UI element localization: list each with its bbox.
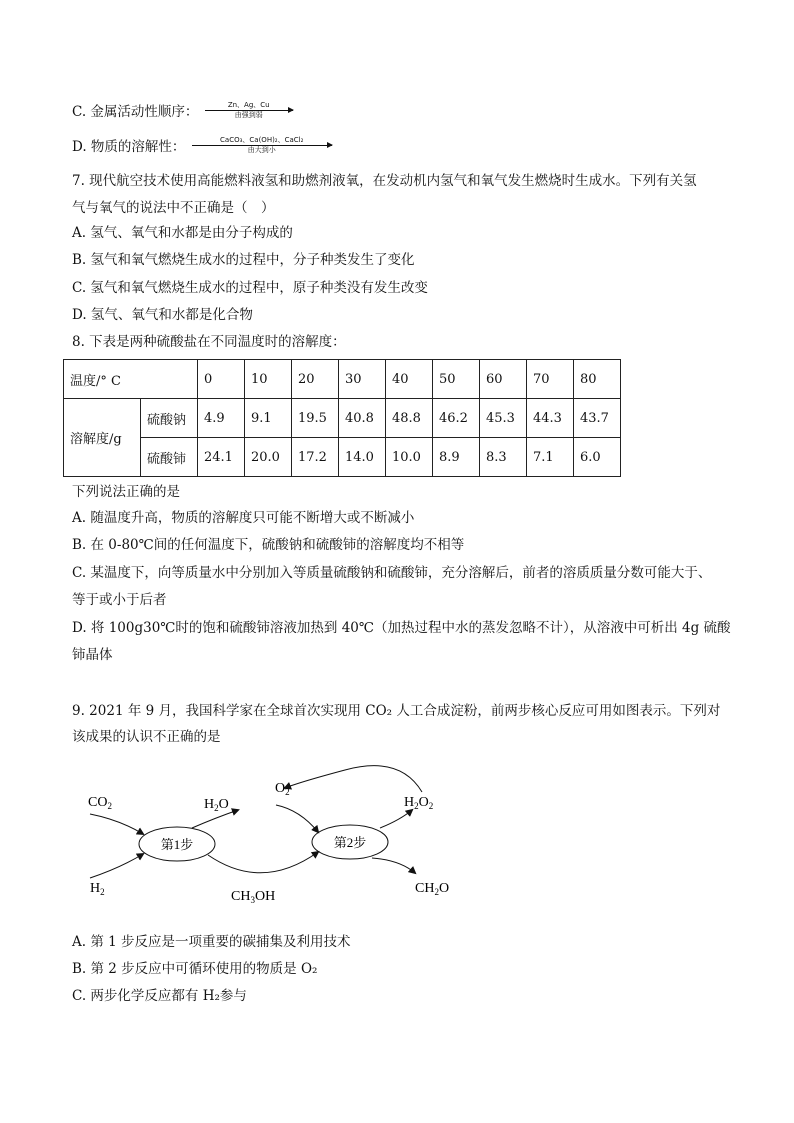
step2-label: 第2步 (333, 835, 367, 850)
ch2o-label: $CH_2O$ (415, 881, 450, 897)
table-row (64, 438, 621, 477)
temp-cell: 40 (386, 360, 433, 399)
q6-option-c-arrow (205, 101, 293, 120)
q7-stem-line1: 7. 现代航空技术使用高能燃料液氢和助燃剂液氧，在发动机内氢气和氧气发生燃烧时生成水。下列有关氢 (72, 173, 697, 189)
value-cell: 48.8 (386, 399, 433, 438)
q8-option-a: A. 随温度升高，物质的溶解度只可能不断增大或不断减小 (72, 510, 415, 526)
q7-option-d: D. 氢气、氧气和水都是化合物 (72, 307, 253, 323)
q6-option-d-arrow (192, 136, 332, 155)
value-cell: 19.5 (292, 399, 339, 438)
temp-cell: 50 (433, 360, 480, 399)
q9-option-b: B. 第 2 步反应中可循环使用的物质是 O₂ (72, 961, 318, 977)
q7-option-b: B. 氢气和氧气燃烧生成水的过程中，分子种类发生了变化 (72, 252, 415, 268)
value-cell: 4.9 (198, 399, 245, 438)
value-cell: 46.2 (433, 399, 480, 438)
solubility-group-label: 溶解度/g (64, 399, 141, 477)
q6-option-c-arrow-top: Zn、Ag、Cu (227, 101, 270, 109)
temp-cell: 30 (339, 360, 386, 399)
co2-arrow (90, 814, 143, 834)
ch2o-arrow (372, 858, 415, 873)
value-cell: 14.0 (339, 438, 386, 477)
value-cell: 17.2 (292, 438, 339, 477)
h2-arrow (90, 854, 143, 878)
temp-cell: 80 (574, 360, 621, 399)
value-cell: 40.8 (339, 399, 386, 438)
ch3oh-label: $CH_3OH$ (231, 889, 276, 905)
temp-cell: 60 (480, 360, 527, 399)
q6-option-c-arrow-bottom: 由强到弱 (234, 111, 263, 119)
q8-option-c-line1: C. 某温度下，向等质量水中分别加入等质量硫酸钠和硫酸铈，充分溶解后，前者的溶质质量分数可能大于、 (72, 565, 712, 581)
q6-option-d-arrow-top: CaCO₃、Ca(OH)₂、CaCl₂ (220, 136, 304, 144)
table-row (64, 399, 621, 438)
step1-label: 第1步 (160, 837, 194, 852)
q6-option-c (72, 103, 293, 122)
q6-option-c-label: C. 金属活动性顺序： (72, 104, 199, 120)
q7-stem-line2: 气与氧气的说法中不正确是（ ） (72, 200, 275, 216)
value-cell: 9.1 (245, 399, 292, 438)
co2-label: $CO_2$ (88, 795, 112, 811)
value-cell: 45.3 (480, 399, 527, 438)
q9-option-c: C. 两步化学反应都有 H₂参与 (72, 988, 247, 1004)
value-cell: 24.1 (198, 438, 245, 477)
h2o2-arrow (380, 810, 412, 828)
q8-option-b: B. 在 0-80℃间的任何温度下，硫酸钠和硫酸铈的溶解度均不相等 (72, 537, 465, 553)
right-arrow-icon (205, 110, 293, 111)
h2o-label: $H_2O$ (204, 797, 229, 813)
ch3oh-arrow (208, 852, 318, 873)
temp-cell: 70 (527, 360, 574, 399)
q6-option-d-arrow-bottom: 由大到小 (247, 146, 276, 154)
value-cell: 8.9 (433, 438, 480, 477)
value-cell: 8.3 (480, 438, 527, 477)
q8-option-d-line1: D. 将 100g30℃时的饱和硫酸铈溶液加热到 40℃（加热过程中水的蒸发忽略不计），从溶液中可析出 4g 硫酸 (72, 620, 731, 636)
q8-stem: 8. 下表是两种硫酸盐在不同温度时的溶解度： (72, 334, 346, 350)
q8-prompt: 下列说法正确的是 (72, 484, 180, 500)
reaction-diagram (0, 760, 794, 920)
q8-option-c-line2: 等于或小于后者 (72, 592, 167, 608)
value-cell: 43.7 (574, 399, 621, 438)
q6-option-d-label: D. 物质的溶解性： (72, 139, 186, 155)
value-cell: 6.0 (574, 438, 621, 477)
temp-cell: 20 (292, 360, 339, 399)
recycle-arrow (285, 766, 422, 792)
solubility-table (63, 359, 621, 477)
q9-stem-line2: 该成果的认识不正确的是 (72, 729, 221, 745)
value-cell: 44.3 (527, 399, 574, 438)
q7-option-c: C. 氢气和氧气燃烧生成水的过程中，原子种类没有发生改变 (72, 280, 428, 296)
row-name: 硫酸钠 (141, 399, 198, 438)
q9-option-a: A. 第 1 步反应是一项重要的碳捕集及利用技术 (72, 934, 351, 950)
temp-cell: 10 (245, 360, 292, 399)
q9-stem-line1: 9. 2021 年 9 月，我国科学家在全球首次实现用 CO₂ 人工合成淀粉，前两步核心反应可用如图表示。下列对 (72, 703, 721, 719)
value-cell: 10.0 (386, 438, 433, 477)
o2-label: $O_2$ (275, 781, 290, 797)
o2-arrow (276, 805, 318, 832)
temp-header: 温度/° C (64, 360, 198, 399)
q6-option-d (72, 138, 332, 157)
value-cell: 20.0 (245, 438, 292, 477)
h2-label: $H_2$ (90, 881, 105, 897)
temp-cell: 0 (198, 360, 245, 399)
q7-option-a: A. 氢气、氧气和水都是由分子构成的 (72, 225, 293, 241)
h2o2-label: $H_2O_2$ (404, 795, 434, 811)
right-arrow-icon (192, 145, 332, 146)
value-cell: 7.1 (527, 438, 574, 477)
row-name: 硫酸铈 (141, 438, 198, 477)
q8-option-d-line2: 铈晶体 (72, 647, 113, 663)
table-header-row (64, 360, 621, 399)
